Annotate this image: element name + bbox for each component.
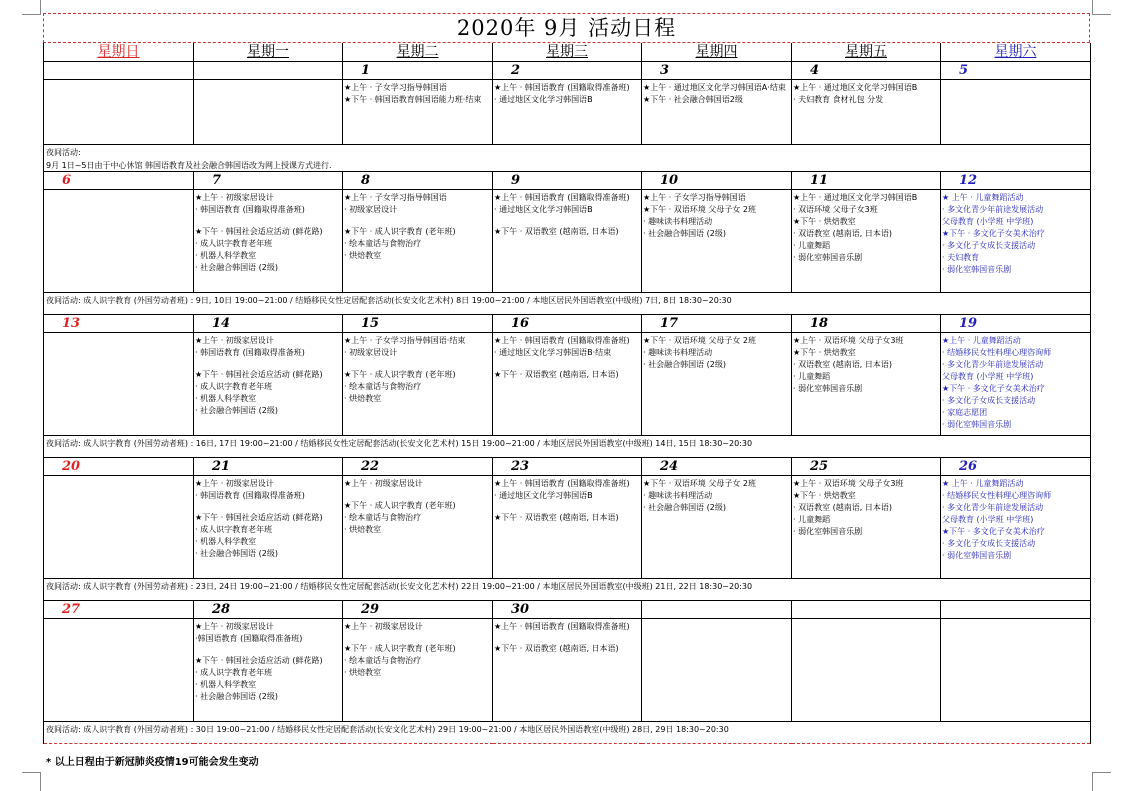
activity-line: · 韩国语教育 (国籍取得准备班): [195, 205, 305, 214]
activity-line: [344, 490, 491, 500]
activity-line: ★下午 · 成人识字教育 (老年班): [344, 501, 456, 510]
activity-line: · 多文化青少年前途发展活动: [942, 360, 1044, 369]
night-activity-text: 夜间活动:: [46, 148, 81, 157]
activity-line: ★上午 · 儿童舞蹈活动: [942, 336, 1021, 345]
day-activity-cell: [642, 476, 792, 579]
activity-line: · 烘焙教室: [344, 525, 382, 534]
activity-line: ★上午 · 通过地区文化学习韩国语A·结束: [643, 83, 786, 92]
day-number-cell: [642, 62, 792, 80]
night-activity-text: 夜间活动: 成人识字教育 (外国劳动者班) : 9日, 10日 19:00~21:00 / 结婚移民女性定居配套活动(长安文化艺术村) 8日 19:00~21:00 / 本地区居民外国语教室(中级班) 7日, 8日 18:30~20:30: [46, 296, 732, 305]
day-number: 18: [810, 316, 829, 331]
week-date-row: [44, 315, 1091, 333]
activity-line: · 通过地区文化学习韩国语B: [494, 205, 593, 214]
day-number-cell: [194, 601, 343, 619]
day-number-cell: [44, 62, 194, 80]
day-activity-cell: [343, 190, 493, 293]
activity-line: ★下午 · 韩国社会适应活动 (鲜花路): [195, 656, 323, 665]
activity-line: · 绘本童话与食物治疗: [344, 382, 422, 391]
activity-line: · 通过地区文化学习韩国语B·结束: [494, 348, 612, 357]
day-number-cell: [941, 62, 1091, 80]
day-activity-cell: [642, 619, 792, 722]
activity-line: ★ 上午 · 儿童舞蹈活动: [942, 479, 1024, 488]
activity-line: · 社会融合韩国语 (2级): [643, 229, 726, 238]
activity-line: · 弱化室韩国音乐剧: [793, 384, 863, 393]
activity-line: [344, 633, 491, 643]
activity-line: · 弱化室韩国音乐剧: [942, 420, 1012, 429]
activity-line: · 趣味读书料理活动: [643, 348, 713, 357]
day-activity-cell: [44, 619, 194, 722]
day-activity-cell: [194, 333, 343, 436]
day-number: 22: [361, 459, 380, 474]
day-number-cell: [343, 172, 493, 190]
day-number-cell: [642, 601, 792, 619]
activity-line: · 结婚移民女性料理心理咨询师: [942, 491, 1052, 500]
weekday-header-row: [44, 43, 1091, 62]
week-activity-row: [44, 190, 1091, 293]
activity-line: · 夫妇教育: [942, 253, 980, 262]
day-number-cell: [941, 458, 1091, 476]
activity-line: ★上午 · 韩国语教育 (国籍取得准备班): [494, 336, 630, 345]
activity-line: · 弱化室韩国音乐剧: [942, 551, 1012, 560]
day-number-cell: [493, 601, 642, 619]
calendar-table: [43, 43, 1091, 744]
day-activity-cell: [941, 476, 1091, 579]
activity-line: · 通过地区文化学习韩国语B: [494, 95, 593, 104]
activity-line: ★下午 · 双语环境 父母子女 2班: [643, 336, 756, 345]
activity-line: ★上午 · 韩国语教育 (国籍取得准备班): [494, 83, 630, 92]
activity-line: ★下午 · 双语教室 (越南语, 日本语): [494, 227, 619, 236]
week-night-activity-row: [44, 436, 1091, 458]
activity-line: ★下午 · 成人识字教育 (老年班): [344, 370, 456, 379]
activity-line: · 弱化室韩国音乐剧: [942, 265, 1012, 274]
activity-line: · 韩国语教育 (国籍取得准备班): [195, 491, 305, 500]
day-number: 17: [660, 316, 679, 331]
day-number: 30: [511, 602, 530, 617]
weekday-friday: 星期五: [792, 43, 941, 62]
day-activity-cell: [343, 333, 493, 436]
day-activity-cell: [941, 333, 1091, 436]
day-number: 16: [511, 316, 530, 331]
activity-line: · 多文化子女成长支援活动: [942, 241, 1036, 250]
activity-line: [344, 216, 491, 226]
day-activity-cell: [792, 476, 941, 579]
activity-line: · 夫妇教育 食材礼包 分发: [793, 95, 884, 104]
activity-line: ★下午 · 双语教室 (越南语, 日本语): [494, 513, 619, 522]
activity-line: 父母教育 (小学班 中学班): [942, 217, 1034, 226]
footer-note: * 以上日程由于新冠肺炎疫情19可能会发生变动: [46, 757, 259, 768]
day-number-cell: [194, 62, 343, 80]
day-number: 6: [62, 173, 72, 188]
activity-line: · 机器人科学教室: [195, 394, 257, 403]
day-activity-cell: [44, 80, 194, 145]
activity-line: · 弱化室韩国音乐剧: [793, 253, 863, 262]
activity-line: ★下午 · 韩国语教育韩国语能力班·结束: [344, 95, 482, 104]
activity-line: ★上午 · 初级家居设计: [344, 622, 423, 631]
day-number: 3: [660, 63, 670, 78]
day-activity-cell: [493, 80, 642, 145]
day-activity-cell: [493, 333, 642, 436]
activity-line: ★下午 · 多文化子女美术治疗: [942, 229, 1045, 238]
crop-mark-top-right: [1092, 0, 1111, 15]
activity-line: ★下午 · 成人识字教育 (老年班): [344, 644, 456, 653]
night-activity-text: 夜间活动: 成人识字教育 (外国劳动者班) : 16日, 17日 19:00~21:00 / 结婚移民女性定居配套活动(长安文化艺术村) 15日 19:00~21:00 / 本地区居民外国语教室(中级班) 14日, 15日 18:30~20:30: [46, 439, 753, 448]
activity-line: ★下午 · 双语环境 父母子女 2班: [643, 205, 756, 214]
day-number: 29: [361, 602, 380, 617]
activity-line: [195, 359, 341, 369]
day-number-cell: [44, 315, 194, 333]
activity-line: ★上午 · 子女学习指导韩国语·结束: [344, 336, 466, 345]
activity-line: ★下午 · 多文化子女美术治疗: [942, 527, 1045, 536]
day-number: 21: [212, 459, 231, 474]
day-number: 11: [810, 173, 829, 188]
weekday-monday: 星期一: [194, 43, 343, 62]
day-activity-cell: [642, 190, 792, 293]
weekday-saturday: 星期六: [941, 43, 1091, 62]
activity-line: ★上午 · 双语环境 父母子女3班: [793, 336, 904, 345]
day-number-cell: [941, 601, 1091, 619]
activity-line: ★下午 · 韩国社会适应活动 (鲜花路): [195, 370, 323, 379]
day-activity-cell: [343, 476, 493, 579]
activity-line: ★上午 · 初级家居设计: [195, 193, 274, 202]
day-activity-cell: [44, 190, 194, 293]
week-activity-row: [44, 476, 1091, 579]
day-activity-cell: [194, 619, 343, 722]
day-activity-cell: [493, 190, 642, 293]
activity-line: · 通过地区文化学习韩国语B: [494, 491, 593, 500]
week-date-row: [44, 172, 1091, 190]
day-activity-cell: [941, 619, 1091, 722]
activity-line: ·韩国语教育 (国籍取得准备班): [195, 634, 303, 643]
day-activity-cell: [642, 80, 792, 145]
activity-line: ★下午 · 韩国社会适应活动 (鲜花路): [195, 513, 323, 522]
weekday-tuesday: 星期二: [343, 43, 493, 62]
activity-line: · 机器人科学教室: [195, 251, 257, 260]
day-number: 12: [959, 173, 978, 188]
day-number-cell: [493, 458, 642, 476]
calendar-page: [43, 13, 1090, 744]
activity-line: · 结婚移民女性料理心理咨询师: [942, 348, 1052, 357]
activity-line: · 多文化子女成长支援活动: [942, 539, 1036, 548]
activity-line: · 儿童舞蹈: [793, 372, 831, 381]
day-activity-cell: [792, 190, 941, 293]
activity-line: · 双语环境 父母子女3班: [793, 205, 878, 214]
day-number: 24: [660, 459, 679, 474]
activity-line: · 弱化室韩国音乐剧: [793, 527, 863, 536]
day-activity-cell: [343, 80, 493, 145]
activity-line: · 烘焙教室: [344, 251, 382, 260]
activity-line: ★上午 · 初级家居设计: [344, 479, 423, 488]
activity-line: · 双语教室 (越南语, 日本语): [793, 503, 892, 512]
activity-line: · 儿童舞蹈: [793, 241, 831, 250]
night-activity-cell: [44, 436, 1091, 458]
week-activity-row: [44, 333, 1091, 436]
activity-line: 父母教育 (小学班 中学班): [942, 515, 1034, 524]
day-number-cell: [941, 172, 1091, 190]
day-number-cell: [44, 601, 194, 619]
activity-line: · 多文化青少年前途发展活动: [942, 503, 1044, 512]
activity-line: ★上午 · 双语环境 父母子女3班: [793, 479, 904, 488]
day-number: 15: [361, 316, 380, 331]
day-number: 7: [212, 173, 222, 188]
day-number: 25: [810, 459, 829, 474]
week-activity-row: [44, 619, 1091, 722]
activity-line: 父母教育 (小学班 中学班): [942, 372, 1034, 381]
day-number-cell: [792, 601, 941, 619]
activity-line: ★上午 · 通过地区文化学习韩国语B: [793, 193, 918, 202]
activity-line: · 绘本童话与食物治疗: [344, 656, 422, 665]
night-activity-text: 9月 1日~5日由于中心休馆 韩国语教育及社会融合韩国语改为网上授课方式进行.: [46, 161, 332, 170]
activity-line: ★下午 · 双语教室 (越南语, 日本语): [494, 644, 619, 653]
activity-line: · 趣味读书料理活动: [643, 491, 713, 500]
activity-line: · 社会融合韩国语 (2级): [195, 406, 278, 415]
activity-line: · 机器人科学教室: [195, 680, 257, 689]
day-number-cell: [642, 172, 792, 190]
day-activity-cell: [642, 333, 792, 436]
activity-line: ★上午 · 初级家居设计: [195, 479, 274, 488]
day-activity-cell: [941, 80, 1091, 145]
day-number-cell: [343, 62, 493, 80]
day-number: 5: [959, 63, 969, 78]
day-activity-cell: [194, 476, 343, 579]
activity-line: · 成人识字教育老年班: [195, 239, 273, 248]
night-activity-cell: [44, 293, 1091, 315]
activity-line: ★下午 · 双语环境 父母子女 2班: [643, 479, 756, 488]
week-night-activity-row: [44, 293, 1091, 315]
week-date-row: [44, 62, 1091, 80]
activity-line: · 多文化青少年前途发展活动: [942, 205, 1044, 214]
day-number: 2: [511, 63, 521, 78]
day-number: 14: [212, 316, 231, 331]
activity-line: [344, 359, 491, 369]
day-activity-cell: [792, 80, 941, 145]
day-number: 23: [511, 459, 530, 474]
activity-line: · 儿童舞蹈: [793, 515, 831, 524]
night-activity-text: 夜间活动: 成人识字教育 (外国劳动者班) : 23日, 24日 19:00~21:00 / 结婚移民女性定居配套活动(长安文化艺术村) 22日 19:00~21:00 / 本地区居民外国语教室(中级班) 21日, 22日 18:30~20:30: [46, 582, 753, 591]
activity-line: · 社会融合韩国语 (2级): [195, 549, 278, 558]
activity-line: [494, 633, 640, 643]
day-number-cell: [792, 458, 941, 476]
week-activity-row: [44, 80, 1091, 145]
week-night-activity-row: [44, 579, 1091, 601]
activity-line: ★上午 · 韩国语教育 (国籍取得准备班): [494, 622, 630, 631]
day-number: 10: [660, 173, 679, 188]
page-title: 2020年 9月 活动日程: [43, 13, 1090, 43]
activity-line: · 社会融合韩国语 (2级): [195, 692, 278, 701]
activity-line: ★下午 · 烘焙教室: [793, 348, 856, 357]
activity-line: ★下午 · 烘焙教室: [793, 491, 856, 500]
weekday-thursday: 星期四: [642, 43, 792, 62]
day-number-cell: [493, 315, 642, 333]
day-number: 27: [62, 602, 81, 617]
day-activity-cell: [493, 619, 642, 722]
week-date-row: [44, 601, 1091, 619]
activity-line: · 社会融合韩国语 (2级): [195, 263, 278, 272]
week-night-activity-row: [44, 145, 1091, 172]
day-number: 8: [361, 173, 371, 188]
week-night-activity-row: [44, 722, 1091, 744]
day-number-cell: [194, 458, 343, 476]
activity-line: ★上午 · 初级家居设计: [195, 622, 274, 631]
day-number: 4: [810, 63, 820, 78]
day-number-cell: [792, 62, 941, 80]
activity-line: [494, 359, 640, 369]
day-number-cell: [792, 172, 941, 190]
activity-line: · 双语教室 (越南语, 日本语): [793, 360, 892, 369]
activity-line: · 家庭志愿团: [942, 408, 988, 417]
activity-line: ★下午 · 社会融合韩国语2级: [643, 95, 743, 104]
activity-line: · 成人识字教育老年班: [195, 525, 273, 534]
day-number: 9: [511, 173, 521, 188]
activity-line: [195, 645, 341, 655]
day-number-cell: [44, 172, 194, 190]
activity-line: · 烘焙教室: [344, 668, 382, 677]
night-activity-cell: [44, 722, 1091, 744]
activity-line: · 韩国语教育 (国籍取得准备班): [195, 348, 305, 357]
activity-line: · 绘本童话与食物治疗: [344, 239, 422, 248]
activity-line: ★下午 · 多文化子女美术治疗: [942, 384, 1045, 393]
day-activity-cell: [44, 476, 194, 579]
day-number-cell: [343, 458, 493, 476]
activity-line: · 社会融合韩国语 (2级): [643, 360, 726, 369]
day-number: 13: [62, 316, 81, 331]
day-activity-cell: [194, 190, 343, 293]
activity-line: · 初级家居设计: [344, 348, 398, 357]
day-number: 1: [361, 63, 371, 78]
day-number-cell: [493, 62, 642, 80]
activity-line: [494, 216, 640, 226]
activity-line: · 烘焙教室: [344, 394, 382, 403]
activity-line: ★下午 · 双语教室 (越南语, 日本语): [494, 370, 619, 379]
day-number: 19: [959, 316, 978, 331]
day-number: 28: [212, 602, 231, 617]
crop-mark-bottom-right: [1092, 772, 1111, 791]
activity-line: ★上午 · 通过地区文化学习韩国语B: [793, 83, 918, 92]
activity-line: · 初级家居设计: [344, 205, 398, 214]
calendar-body: [44, 62, 1091, 744]
day-number-cell: [792, 315, 941, 333]
day-activity-cell: [343, 619, 493, 722]
activity-line: ★下午 · 韩国社会适应活动 (鲜花路): [195, 227, 323, 236]
day-number: 26: [959, 459, 978, 474]
activity-line: · 成人识字教育老年班: [195, 382, 273, 391]
day-number-cell: [194, 172, 343, 190]
activity-line: [195, 216, 341, 226]
activity-line: ★上午 · 子女学习指导韩国语: [643, 193, 746, 202]
day-activity-cell: [493, 476, 642, 579]
day-activity-cell: [44, 333, 194, 436]
day-number-cell: [194, 315, 343, 333]
day-number-cell: [343, 315, 493, 333]
day-activity-cell: [941, 190, 1091, 293]
day-number-cell: [941, 315, 1091, 333]
night-activity-text: 夜间活动: 成人识字教育 (外国劳动者班) : 30日 19:00~21:00 / 结婚移民女性定居配套活动(长安文化艺术村) 29日 19:00~21:00 / 本地区居民外国语教室(中级班) 28日, 29日 18:30~20:30: [46, 725, 729, 734]
activity-line: · 社会融合韩国语 (2级): [643, 503, 726, 512]
day-activity-cell: [792, 333, 941, 436]
day-activity-cell: [792, 619, 941, 722]
activity-line: · 绘本童话与食物治疗: [344, 513, 422, 522]
day-number-cell: [493, 172, 642, 190]
activity-line: ★上午 · 韩国语教育 (国籍取得准备班): [494, 479, 630, 488]
activity-line: · 趣味读书料理活动: [643, 217, 713, 226]
night-activity-cell: [44, 579, 1091, 601]
activity-line: ★ 上午 · 儿童舞蹈活动: [942, 193, 1024, 202]
activity-line: ★下午 · 成人识字教育 (老年班): [344, 227, 456, 236]
weekday-wednesday: 星期三: [493, 43, 642, 62]
day-number-cell: [642, 458, 792, 476]
activity-line: ★上午 · 子女学习指导韩国语: [344, 83, 447, 92]
activity-line: ★下午 · 烘焙教室: [793, 217, 856, 226]
activity-line: · 机器人科学教室: [195, 537, 257, 546]
weekday-sunday: 星期日: [44, 43, 194, 62]
week-date-row: [44, 458, 1091, 476]
activity-line: [494, 502, 640, 512]
activity-line: · 双语教室 (越南语, 日本语): [793, 229, 892, 238]
day-number-cell: [642, 315, 792, 333]
crop-mark-top-left: [22, 0, 41, 15]
night-activity-cell: [44, 145, 1091, 172]
day-number-cell: [343, 601, 493, 619]
day-activity-cell: [194, 80, 343, 145]
activity-line: [195, 502, 341, 512]
activity-line: ★上午 · 韩国语教育 (国籍取得准备班): [494, 193, 630, 202]
activity-line: ★上午 · 子女学习指导韩国语: [344, 193, 447, 202]
day-number-cell: [44, 458, 194, 476]
day-number: 20: [62, 459, 81, 474]
activity-line: ★上午 · 初级家居设计: [195, 336, 274, 345]
activity-line: · 成人识字教育老年班: [195, 668, 273, 677]
crop-mark-bottom-left: [22, 772, 41, 791]
activity-line: · 多文化子女成长支援活动: [942, 396, 1036, 405]
